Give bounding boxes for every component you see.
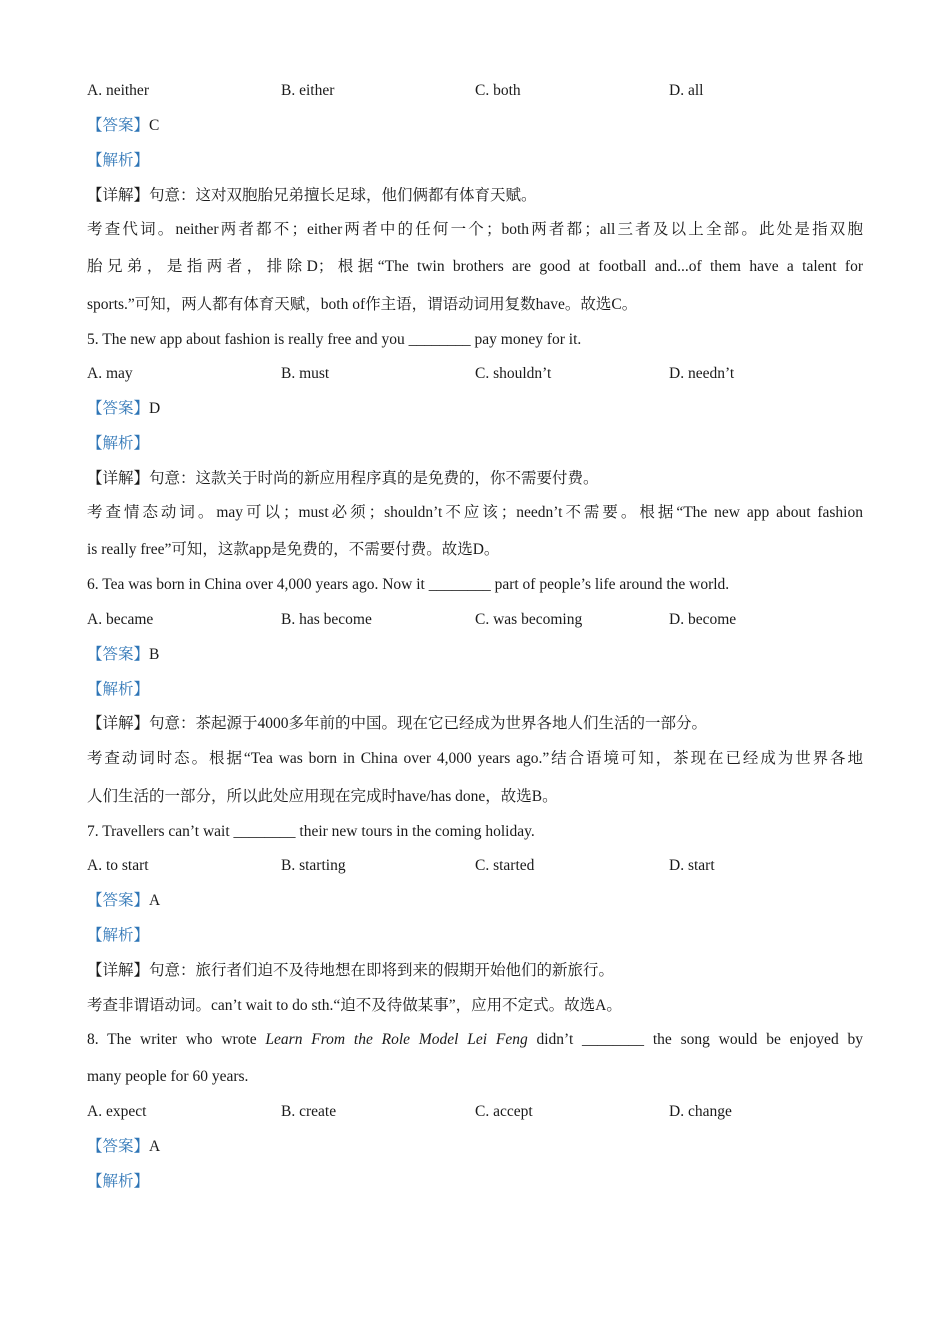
analysis-label: 【解析】: [87, 152, 150, 169]
q6-option-d: D. become: [669, 611, 737, 628]
q5-option-a: A. may: [87, 365, 133, 382]
q8-option-d: D. change: [669, 1103, 732, 1120]
q8-stem-line-1: [87, 1029, 863, 1051]
q6-option-c: C. was becoming: [475, 611, 583, 628]
analysis-label: 【解析】: [87, 1173, 150, 1190]
q8-stem-line-2: many people for 60 years.: [87, 1068, 249, 1085]
q7-option-b: B. starting: [281, 857, 346, 874]
answer-label: 【答案】: [87, 400, 150, 417]
q6-option-a: A. became: [87, 611, 154, 628]
detail-label: 【详解】: [87, 715, 150, 732]
q5-analysis: [87, 433, 863, 455]
q8-option-c: C. accept: [475, 1103, 533, 1120]
q8-answer: [87, 1136, 863, 1158]
q8-option-b: B. create: [281, 1103, 337, 1120]
q6-stem: 6. Tea was born in China over 4,000 years ago. Now it ________ part of people’s life around the world.: [87, 576, 730, 593]
q7-stem: 7. Travellers can’t wait ________ their new tours in the coming holiday.: [87, 823, 535, 840]
q4-analysis: [87, 150, 863, 172]
q8-analysis: [87, 1171, 863, 1193]
q4-option-a: A. neither: [87, 82, 149, 99]
q5-option-b: B. must: [281, 365, 330, 382]
q5-detail: [87, 468, 863, 490]
q8-option-a: A. expect: [87, 1103, 147, 1120]
analysis-label: 【解析】: [87, 681, 150, 698]
q7-option-c: C. started: [475, 857, 535, 874]
q4-option-c: C. both: [475, 82, 521, 99]
q7-option-a: A. to start: [87, 857, 149, 874]
q8-answer-value: A: [149, 1138, 161, 1155]
q4-answer-value: C: [149, 117, 160, 134]
detail-label: 【详解】: [87, 187, 150, 204]
answer-label: 【答案】: [87, 892, 150, 909]
q6-answer-value: B: [149, 646, 160, 663]
answer-label: 【答案】: [87, 1138, 150, 1155]
q6-option-b: B. has become: [281, 611, 372, 628]
q8-song-title: Learn From the Role Model Lei Feng: [265, 1031, 528, 1048]
q4-explain-line-3: sports.”可知，两人都有体育天赋，both of作主语，谓语动词用复数have。故选C。: [87, 296, 638, 313]
q5-explain-line-1: 考查情态动词。may可以；must必须；shouldn’t不应该；needn’t不需要。根据“The new app about fashion: [87, 504, 863, 521]
q4-option-b: B. either: [281, 82, 335, 99]
detail-label: 【详解】: [87, 962, 150, 979]
q6-explain-line-2: 人们生活的一部分，所以此处应用现在完成时have/has done，故选B。: [87, 788, 558, 805]
q6-detail: [87, 713, 863, 735]
q5-answer-value: D: [149, 400, 161, 417]
q5-option-d: D. needn’t: [669, 365, 735, 382]
q4-option-d: D. all: [669, 82, 704, 99]
q5-answer: [87, 398, 863, 420]
q7-explain-line-1: 考查非谓语动词。can’t wait to do sth.“迫不及待做某事”，应用不定式。故选A。: [87, 997, 622, 1014]
q5-detail-text: 句意：这款关于时尚的新应用程序真的是免费的，你不需要付费。: [149, 470, 599, 487]
q4-explain-line-2: 胎兄弟，是指两者，排除D；根据“The twin brothers are good at football and...of them have a talent for: [87, 258, 863, 275]
analysis-label: 【解析】: [87, 435, 150, 452]
answer-label: 【答案】: [87, 117, 150, 134]
q6-explain-line-1: 考查动词时态。根据“Tea was born in China over 4,000 years ago.”结合语境可知，茶现在已经成为世界各地: [87, 750, 863, 767]
analysis-label: 【解析】: [87, 927, 150, 944]
q7-detail-text: 句意：旅行者们迫不及待地想在即将到来的假期开始他们的新旅行。: [149, 962, 615, 979]
q4-explain-line-1: 考查代词。neither两者都不；either两者中的任何一个；both两者都；all三者及以上全部。此处是指双胞: [87, 221, 863, 238]
q4-detail-text: 句意：这对双胞胎兄弟擅长足球，他们俩都有体育天赋。: [149, 187, 537, 204]
q6-answer: [87, 644, 863, 666]
q8-stem-pre: 8. The writer who wrote: [87, 1031, 266, 1048]
q4-detail: [87, 185, 863, 207]
q8-stem-post: didn’t ________ the song would be enjoyed by: [527, 1031, 863, 1048]
q5-explain-line-2: is really free”可知，这款app是免费的，不需要付费。故选D。: [87, 541, 500, 558]
q5-stem: 5. The new app about fashion is really free and you ________ pay money for it.: [87, 331, 582, 348]
q6-analysis: [87, 679, 863, 701]
q7-option-d: D. start: [669, 857, 715, 874]
q7-answer-value: A: [149, 892, 161, 909]
q5-option-c: C. shouldn’t: [475, 365, 552, 382]
q4-answer: [87, 115, 863, 137]
q7-analysis: [87, 925, 863, 947]
q6-detail-text: 句意：茶起源于4000多年前的中国。现在它已经成为世界各地人们生活的一部分。: [149, 715, 708, 732]
q7-answer: [87, 890, 863, 912]
detail-label: 【详解】: [87, 470, 150, 487]
q7-detail: [87, 960, 863, 982]
answer-label: 【答案】: [87, 646, 150, 663]
